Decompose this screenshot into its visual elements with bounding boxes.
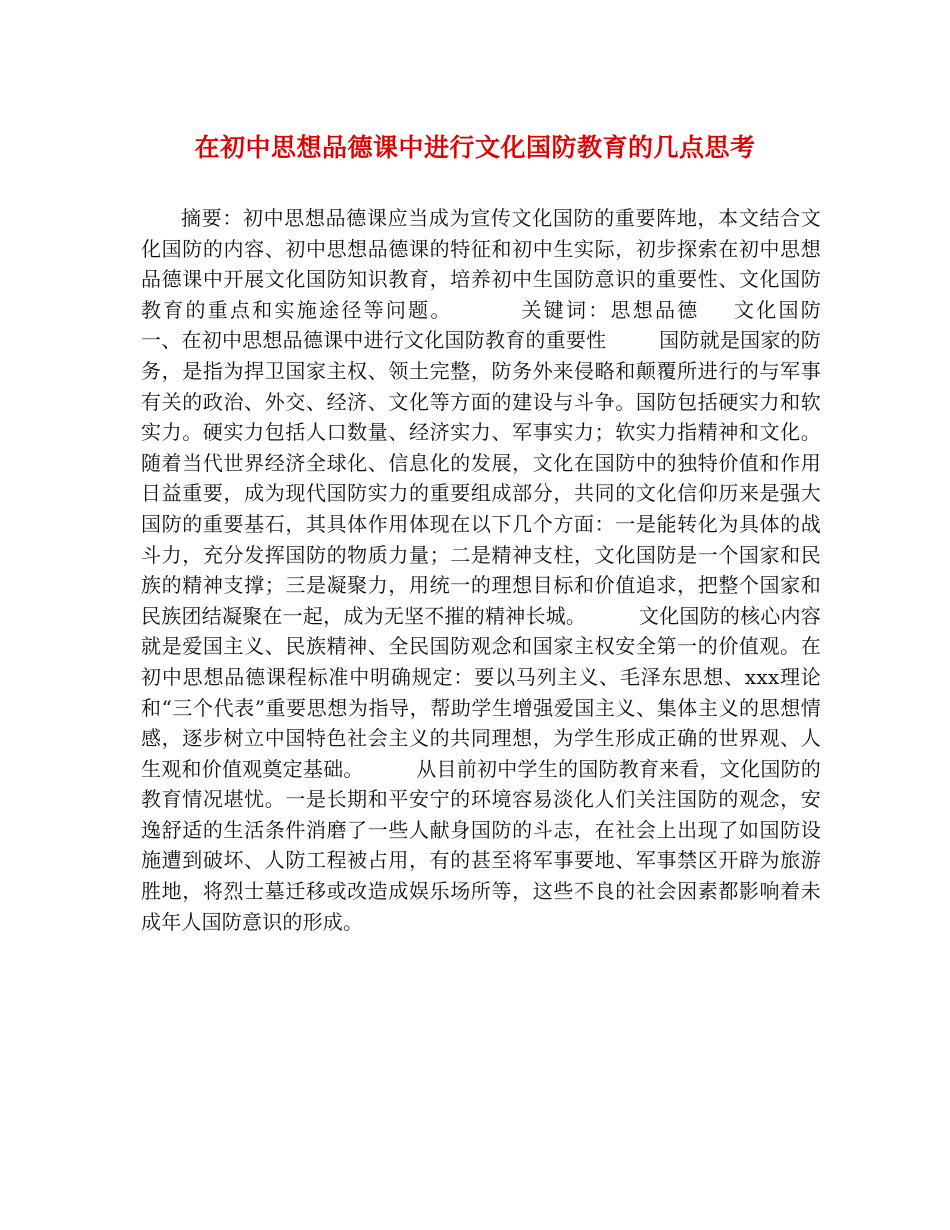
document-title: 在初中思想品德课中进行文化国防教育的几点思考 <box>194 133 756 162</box>
document-body: 摘要：初中思想品德课应当成为宣传文化国防的重要阵地，本文结合文化国防的内容、初中思想品德课的特征和初中生实际，初步探索在初中思想品德课中开展文化国防知识教育，培养初中生国防意识的重要性、文化国防教育的重点和实施途径等问题。 关键词：思想品德 文化国防 一、在初中思想品德课中进行文化国防教育的重要性 国防就是国家的防务，是指为捍卫国家主权、领土完整，防务外来侵略和颠覆所进行的与军事有关的政治、外交、经济、文化等方面的建设与斗争。国防包括硬实力和软实力。硬实力包括人口数量、经济实力、军事实力；软实力指精神和文化。随着当代世界经济全球化、信息化的发展，文化在国防中的独特价值和作用日益重要，成为现代国防实力的重要组成部分，共同的文化信仰历来是强大国防的重要基石，其具体作用体现在以下几个方面：一是能转化为具体的战斗力，充分发挥国防的物质力量；二是精神支柱，文化国防是一个国家和民族的精神支撑；三是凝聚力，用统一的理想目标和价值追求，把整个国家和民族团结凝聚在一起，成为无坚不摧的精神长城。 文化国防的核心内容就是爱国主义、民族精神、全民国防观念和国家主权安全第一的价值观。在初中思想品德课程标准中明确规定：要以马列主义、毛泽东思想、xxx理论和“三个代表”重要思想为指导，帮助学生增强爱国主义、集体主义的思想情感，逐步树立中国特色社会主义的共同理想，为学生形成正确的世界观、人生观和价值观奠定基础。 从目前初中学生的国防教育来看，文化国防的教育情况堪忧。一是长期和平安宁的环境容易淡化人们关注国防的观念，安逸舒适的生活条件消磨了一些人献身国防的斗志，在社会上出现了如国防设施遭到破坏、人防工程被占用，有的甚至将军事要地、军事禁区开辟为旅游胜地，将烈士墓迁移或改造成娱乐场所等，这些不良的社会因素都影响着未成年人国防意识的形成。 <box>141 206 900 934</box>
